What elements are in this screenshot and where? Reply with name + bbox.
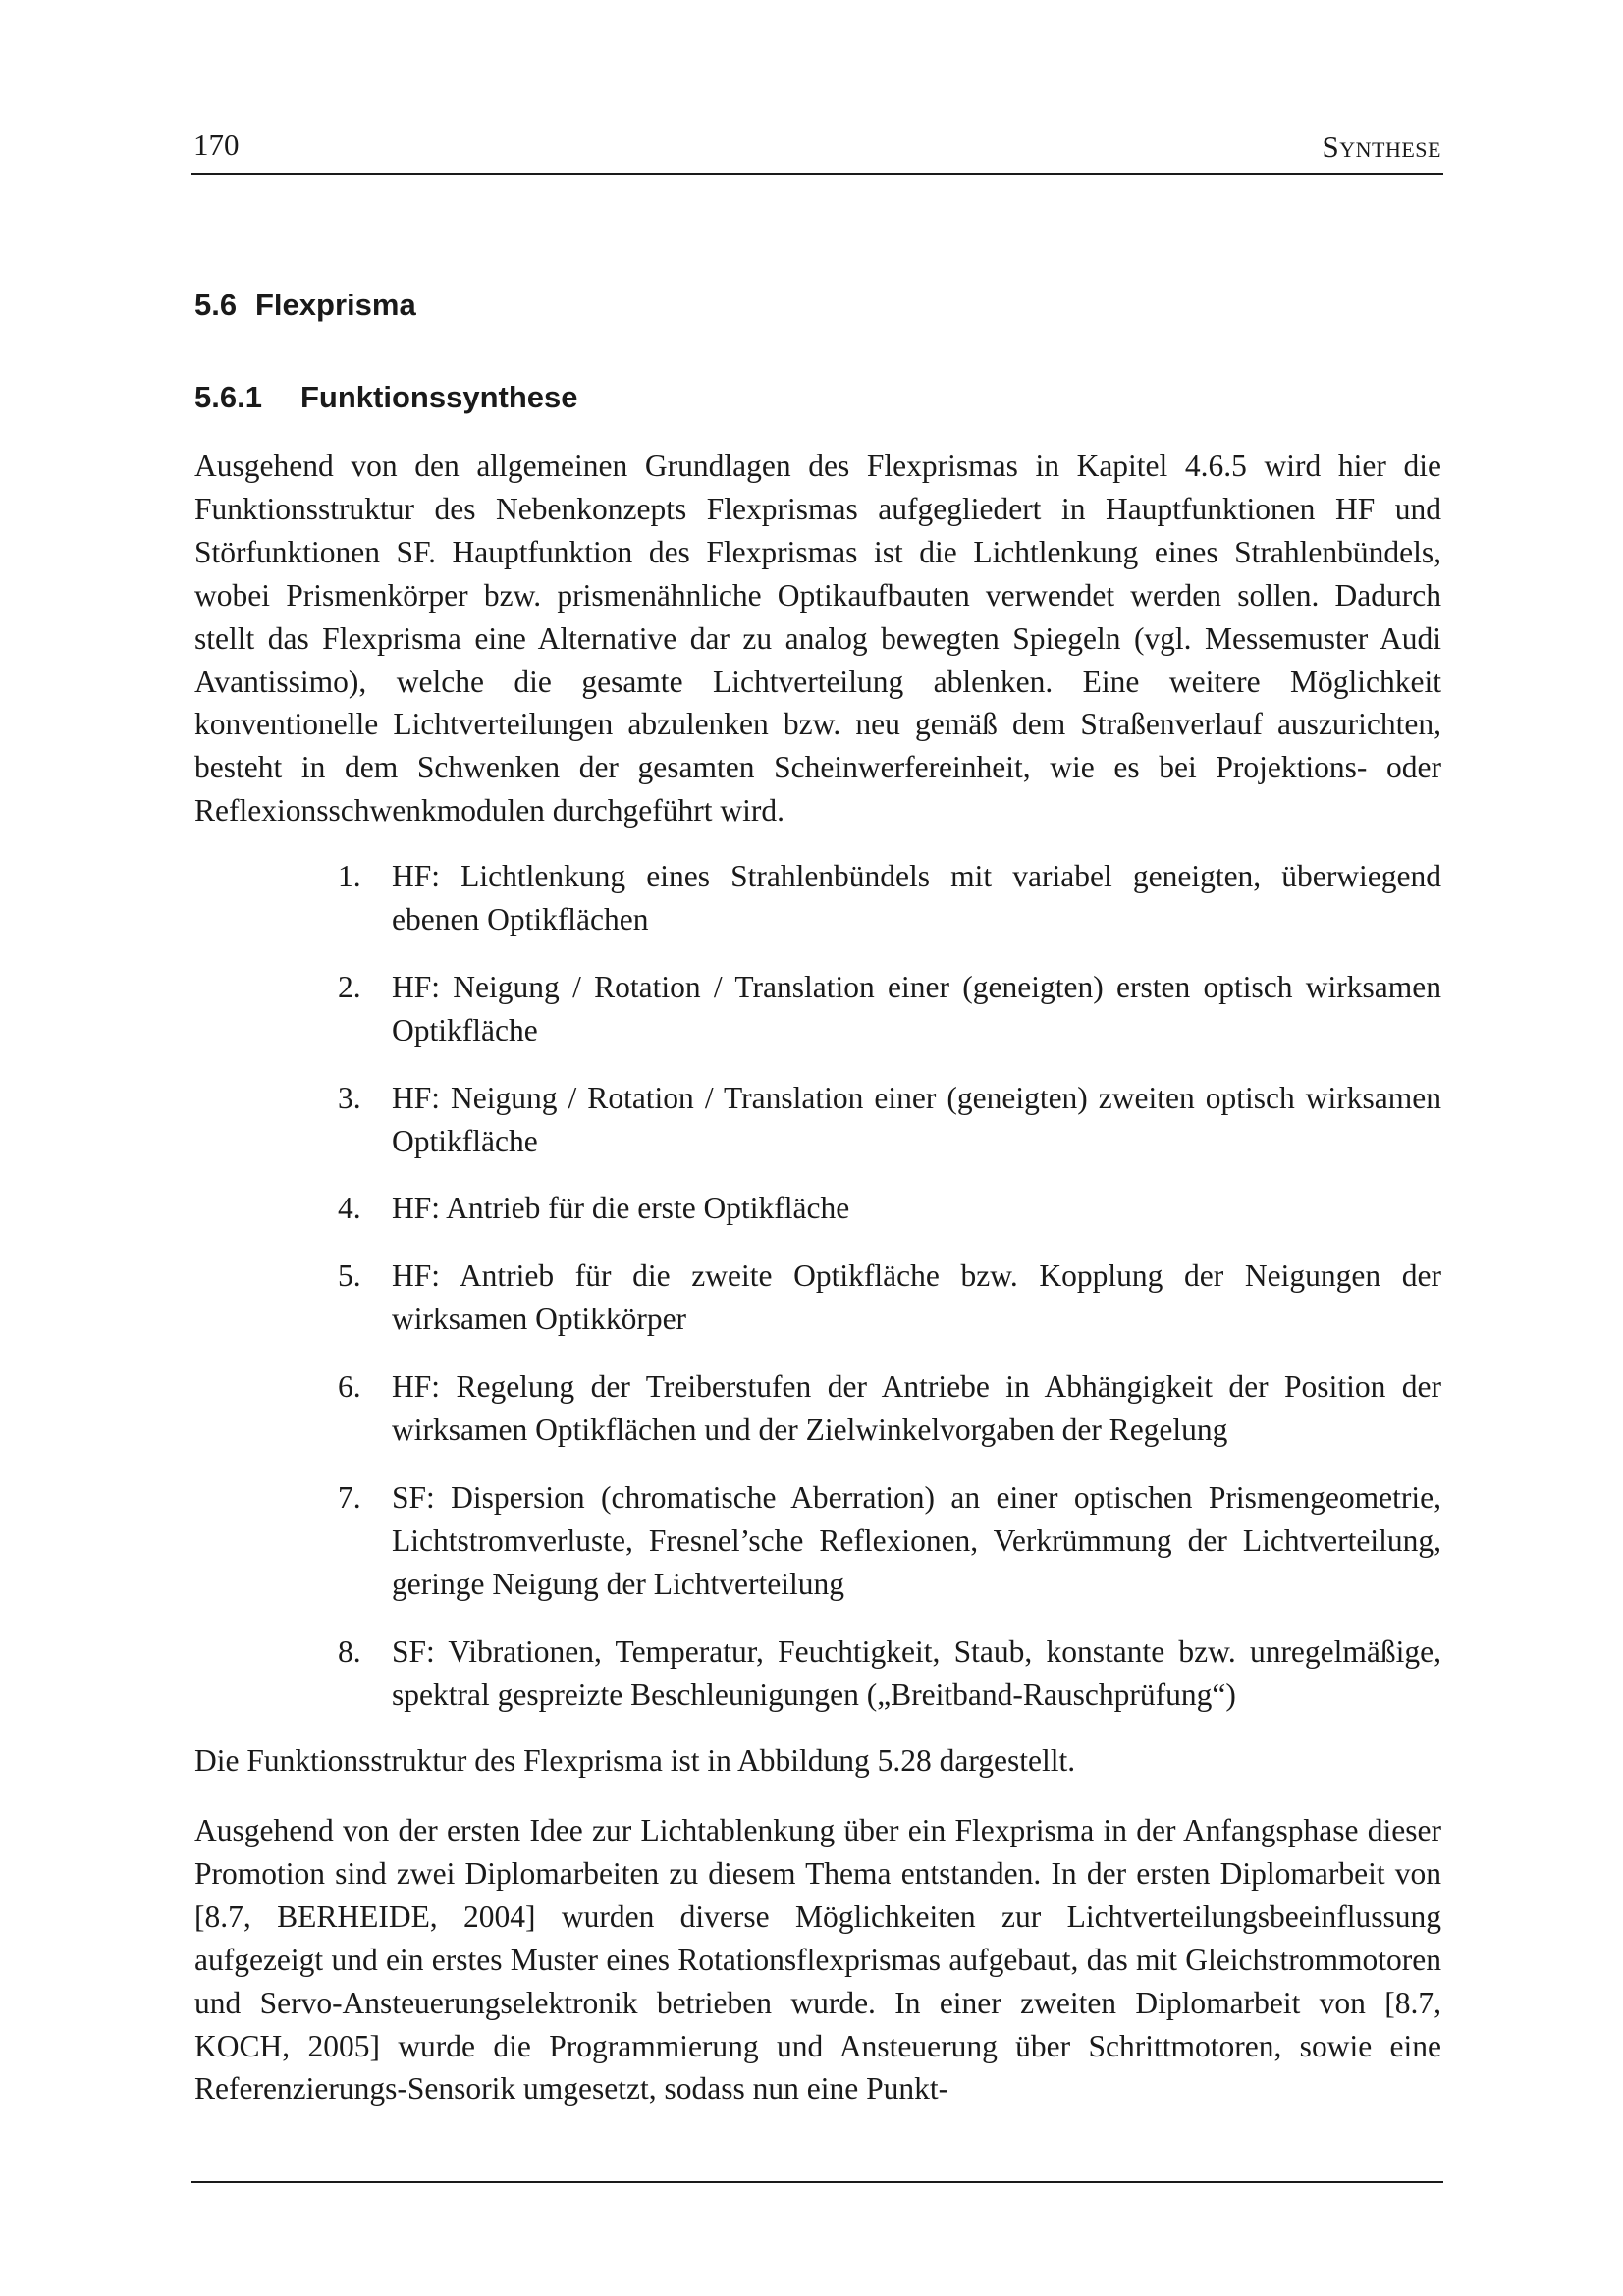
list-item-text: HF: Lichtlenkung eines Strahlenbündels mit variabel geneigten, überwiegend ebenen Optikflächen: [392, 859, 1441, 936]
function-list: [334, 855, 1441, 1741]
running-title: Synthese: [1322, 130, 1441, 164]
subsection-title: Funktionssynthese: [300, 380, 578, 414]
list-item: [334, 855, 1441, 941]
list-item-text: HF: Regelung der Treiberstufen der Antriebe in Abhängigkeit der Position der wirksamen Optikflächen und der Zielwinkelvorgaben der Regelung: [392, 1369, 1441, 1448]
list-item: [334, 1365, 1441, 1452]
section-number: 5.6: [194, 288, 238, 322]
page-header: [191, 128, 1443, 175]
list-item-number: 4.: [338, 1191, 361, 1226]
section-title: Flexprisma: [255, 288, 416, 322]
history-paragraph: Ausgehend von der ersten Idee zur Lichtablenkung über ein Flexprisma in der Anfangsphase dieser Promotion sind zwei Diplomarbeiten zu diesem Thema entstanden. In der ersten Diplomarbeit von [8.7, BERHEIDE, 2004] wurden diverse Möglichkeiten zur Lichtverteilungsbeeinflussung aufgezeigt und ein erstes Muster eines Rotationsflexprismas aufgebaut, das mit Gleichstrommotoren und Servo-Ansteuerungselektronik betrieben wurde. In einer zweiten Diplomarbeit von [8.7, KOCH, 2005] wurde die Programmierung und Ansteuerung über Schrittmotoren, sowie eine Referenzierungs-Sensorik umgesetzt, sodass nun eine Punkt-: [194, 1813, 1441, 2107]
list-item: [334, 1077, 1441, 1163]
list-item-number: 8.: [338, 1633, 361, 1669]
list-item: [334, 1630, 1441, 1717]
list-item-number: 3.: [338, 1080, 361, 1115]
list-item-text: SF: Dispersion (chromatische Aberration) an einer optischen Prismengeometrie, Lichtstromverluste, Fresnel’sche Reflexionen, Verkrümmung der Lichtverteilung, geringe Neigung der Lichtverteilung: [392, 1479, 1441, 1601]
list-item-text: HF: Antrieb für die erste Optikfläche: [392, 1191, 850, 1226]
footer-rule: [191, 2181, 1443, 2183]
list-item: [334, 1255, 1441, 1341]
list-item-text: SF: Vibrationen, Temperatur, Feuchtigkeit, Staub, konstante bzw. unregelmäßige, spektral gespreizte Beschleunigungen („Breitband-Rauschprüfung“): [392, 1633, 1441, 1712]
subsection-heading: [194, 380, 578, 415]
list-item: [334, 1476, 1441, 1606]
list-item: [334, 966, 1441, 1052]
subsection-number: 5.6.1: [194, 380, 262, 414]
page-number: 170: [193, 128, 240, 162]
figure-reference-paragraph: Die Funktionsstruktur des Flexprisma ist in Abbildung 5.28 dargestellt.: [194, 1743, 1076, 1778]
list-item-number: 2.: [338, 969, 361, 1004]
list-item-text: HF: Neigung / Rotation / Translation einer (geneigten) ersten optisch wirksamen Optikfläche: [392, 969, 1441, 1047]
list-item-text: HF: Neigung / Rotation / Translation einer (geneigten) zweiten optisch wirksamen Optikfläche: [392, 1080, 1441, 1158]
section-heading: [194, 288, 416, 323]
list-item-number: 7.: [338, 1479, 361, 1515]
list-item-text: HF: Antrieb für die zweite Optikfläche bzw. Kopplung der Neigungen der wirksamen Optikkörper: [392, 1258, 1441, 1337]
list-item-number: 6.: [338, 1369, 361, 1405]
list-item: [334, 1187, 1441, 1230]
list-item-number: 5.: [338, 1258, 361, 1294]
intro-paragraph: Ausgehend von den allgemeinen Grundlagen des Flexprismas in Kapitel 4.6.5 wird hier die Funktionsstruktur des Nebenkonzepts Flexprismas aufgegliedert in Hauptfunktionen HF und Störfunktionen SF. Hauptfunktion des Flexprismas ist die Lichtlenkung eines Strahlenbündels, wobei Prismenkörper bzw. prismenähnliche Optikaufbauten verwendet werden sollen. Dadurch stellt das Flexprisma eine Alternative dar zu analog bewegten Spiegeln (vgl. Messemuster Audi Avantissimo), welche die gesamte Lichtverteilung ablenken. Eine weitere Möglichkeit konventionelle Lichtverteilungen abzulenken bzw. neu gemäß dem Straßenverlauf auszurichten, besteht in dem Schwenken der gesamten Scheinwerfereinheit, wie es bei Projektions- oder Reflexionsschwenkmodulen durchgeführt wird.: [194, 449, 1441, 828]
list-item-number: 1.: [338, 859, 361, 893]
